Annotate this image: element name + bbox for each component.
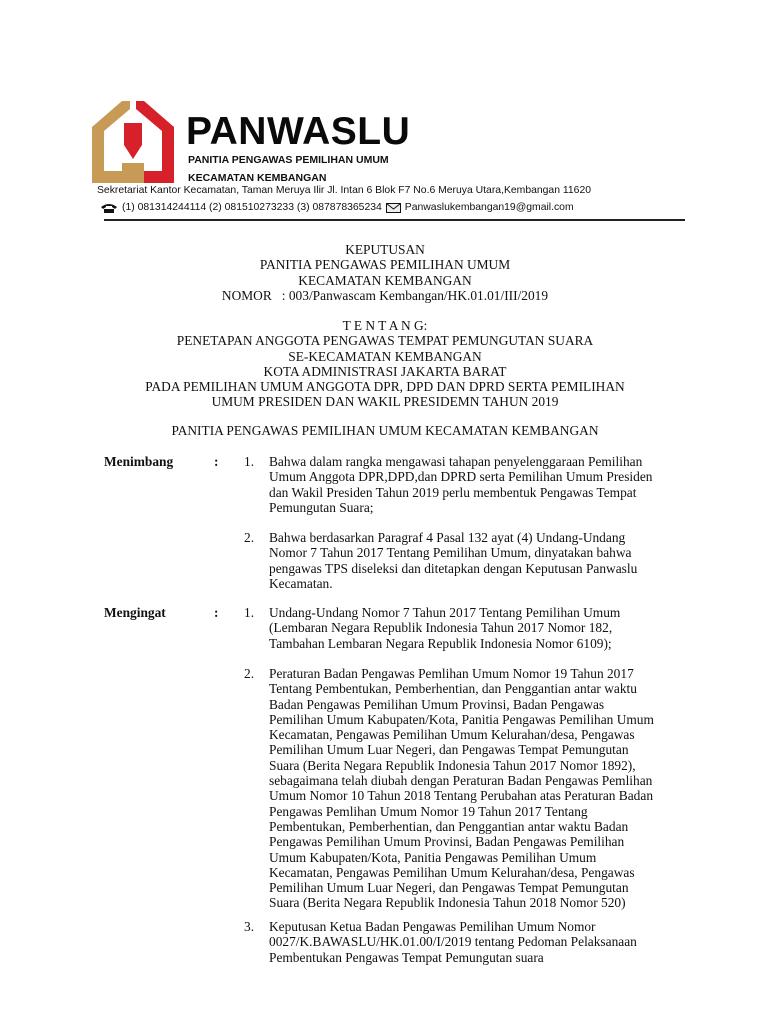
text-line: Pembentukan, Pemberhentian, dan Penggantian antar waktu Badan	[269, 818, 629, 834]
subject-line: PADA PEMILIHAN UMUM ANGGOTA DPR, DPD DAN DPRD SERTA PEMILIHAN	[145, 379, 625, 395]
text-line: Kecamatan, Pengawas Pemilihan Umum Kelurahan/desa, Pengawas	[269, 727, 635, 743]
item-number: 1.	[244, 605, 255, 620]
text-line: Pembentukan Pengawas Tempat Pemungutan suara	[269, 949, 544, 965]
item-number: 3.	[244, 919, 255, 934]
heading-line: KECAMATAN KEMBANGAN	[298, 272, 472, 288]
phone-numbers: (1) 081314244114 (2) 081510273233 (3) 087878365234	[122, 202, 382, 213]
item-number: 1.	[244, 454, 255, 469]
text-line: Keputusan Ketua Badan Pengawas Pemilihan Umum Nomor	[269, 919, 596, 934]
section-colon: :	[214, 454, 219, 469]
brand-district: KECAMATAN KEMBANGAN	[188, 172, 327, 184]
text-line: Umum Anggota DPR,DPD,dan DPRD serta Pemilihan Umum Presiden	[269, 469, 653, 485]
item-text	[269, 454, 708, 515]
item-text	[269, 666, 708, 911]
text-line: Umum Nomor 10 Tahun 2018 Tentang Perubahan atas Peraturan Badan	[269, 788, 654, 804]
item-text	[269, 530, 708, 591]
text-line: Kecamatan.	[269, 575, 333, 591]
text-line: Badan Pengawas Pemilihan Umum Provinsi, Badan Pengawas	[269, 696, 605, 712]
text-line: Nomor 7 Tahun 2017 Tentang Pemilihan Umum, dinyatakan bahwa	[269, 545, 632, 561]
text-line: Tambahan Lembaran Negara Republik Indonesia Nomor 6109);	[269, 635, 612, 651]
heading-line: KEPUTUSAN	[345, 242, 425, 257]
item-number: 2.	[244, 666, 255, 681]
subject-line: UMUM PRESIDEN DAN WAKIL PRESIDEMN TAHUN 2019	[211, 394, 559, 410]
text-line: dan Wakil Presiden Tahun 2019 perlu membentuk Pengawas Tempat	[269, 484, 637, 500]
text-line: Peraturan Badan Pengawas Pemlihan Umum Nomor 19 Tahun 2017	[269, 666, 634, 681]
text-line: Pemilihan Umum Luar Negeri, dan Pengawas Tempat Pemungutan	[269, 880, 629, 896]
text-line: pengawas TPS diseleksi dan ditetapkan dengan Keputusan Panwaslu	[269, 560, 638, 576]
text-line: Bahwa berdasarkan Paragraf 4 Pasal 132 ayat (4) Undang-Undang	[269, 530, 626, 545]
decree-number: NOMOR : 003/Panwascam Kembangan/HK.01.01/III/2019	[221, 287, 549, 303]
section-label: Menimbang	[104, 454, 174, 469]
decree-subject	[80, 318, 690, 410]
decree-heading	[80, 242, 690, 303]
text-line: Pengawas Pemilihan Umum Provinsi, Badan Pengawas Pemilihan	[269, 834, 625, 850]
text-line: Pemungutan Suara;	[269, 499, 374, 515]
item-number: 2.	[244, 530, 255, 545]
text-line: Suara (Berita Negara Republik Indonesia Tahun 2017 Nomor 1892),	[269, 757, 636, 773]
text-line: Undang-Undang Nomor 7 Tahun 2017 Tentang Pemilihan Umum	[269, 605, 621, 620]
text-line: sebagaimana telah diubah dengan Peraturan Badan Pengawas Pemlihan	[269, 773, 653, 789]
section-colon: :	[214, 605, 219, 620]
text-line: Umum Kabupaten/Kota, Panitia Pengawas Pemilihan Umum	[269, 849, 597, 865]
text-line: Pemilihan Umum Kabupaten/Kota, Panitia Pengawas Pemilihan Umum	[269, 711, 654, 727]
text-line: Tentang Pembentukan, Pemberhentian, dan Penggantian antar waktu	[269, 681, 637, 697]
subject-line: KOTA ADMINISTRASI JAKARTA BARAT	[263, 363, 507, 379]
brand-name: PANWASLU	[186, 110, 411, 153]
subject-line: PENETAPAN ANGGOTA PENGAWAS TEMPAT PEMUNGUTAN SUARA	[176, 333, 594, 349]
letterhead-divider	[104, 219, 685, 221]
text-line: Bahwa dalam rangka mengawasi tahapan penyelenggaraan Pemilihan	[269, 454, 643, 469]
brand-subtitle: PANITIA PENGAWAS PEMILIHAN UMUM	[188, 154, 389, 166]
panwaslu-logo	[92, 101, 174, 183]
item-text	[269, 605, 708, 651]
contact-line	[100, 202, 574, 213]
email-address: Panwaslukembangan19@gmail.com	[404, 202, 574, 213]
tentang-label: T E N T A N G:	[342, 318, 428, 333]
subject-line: SE-KECAMATAN KEMBANGAN	[288, 348, 482, 364]
text-line: 0027/K.BAWASLU/HK.01.00/I/2019 tentang Pedoman Pelaksanaan	[269, 934, 637, 950]
issuer-line: PANITIA PENGAWAS PEMILIHAN UMUM KECAMATAN KEMBANGAN	[171, 423, 599, 438]
email-icon	[386, 203, 401, 213]
text-line: Pengawas Pemlihan Umum Nomor 19 Tahun 2017 Tentang	[269, 803, 588, 819]
heading-line: PANITIA PENGAWAS PEMILIHAN UMUM	[259, 257, 511, 273]
section-label: Mengingat	[104, 605, 166, 620]
text-line: (Lembaran Negara Republik Indonesia Tahun 2017 Nomor 182,	[269, 620, 613, 636]
text-line: Suara (Berita Negara Republik Indonesia Tahun 2018 Nomor 520)	[269, 895, 626, 911]
text-line: Pemilihan Umum Luar Negeri, dan Pengawas Tempat Pemungutan	[269, 742, 629, 758]
text-line: Kecamatan, Pengawas Pemilihan Umum Kelurahan/desa, Pengawas	[269, 864, 635, 880]
office-address: Sekretariat Kantor Kecamatan, Taman Meruya Ilir Jl. Intan 6 Blok F7 No.6 Meruya Utara,Kembangan 11620	[97, 185, 591, 196]
item-text	[269, 919, 708, 965]
phone-icon	[100, 203, 118, 213]
